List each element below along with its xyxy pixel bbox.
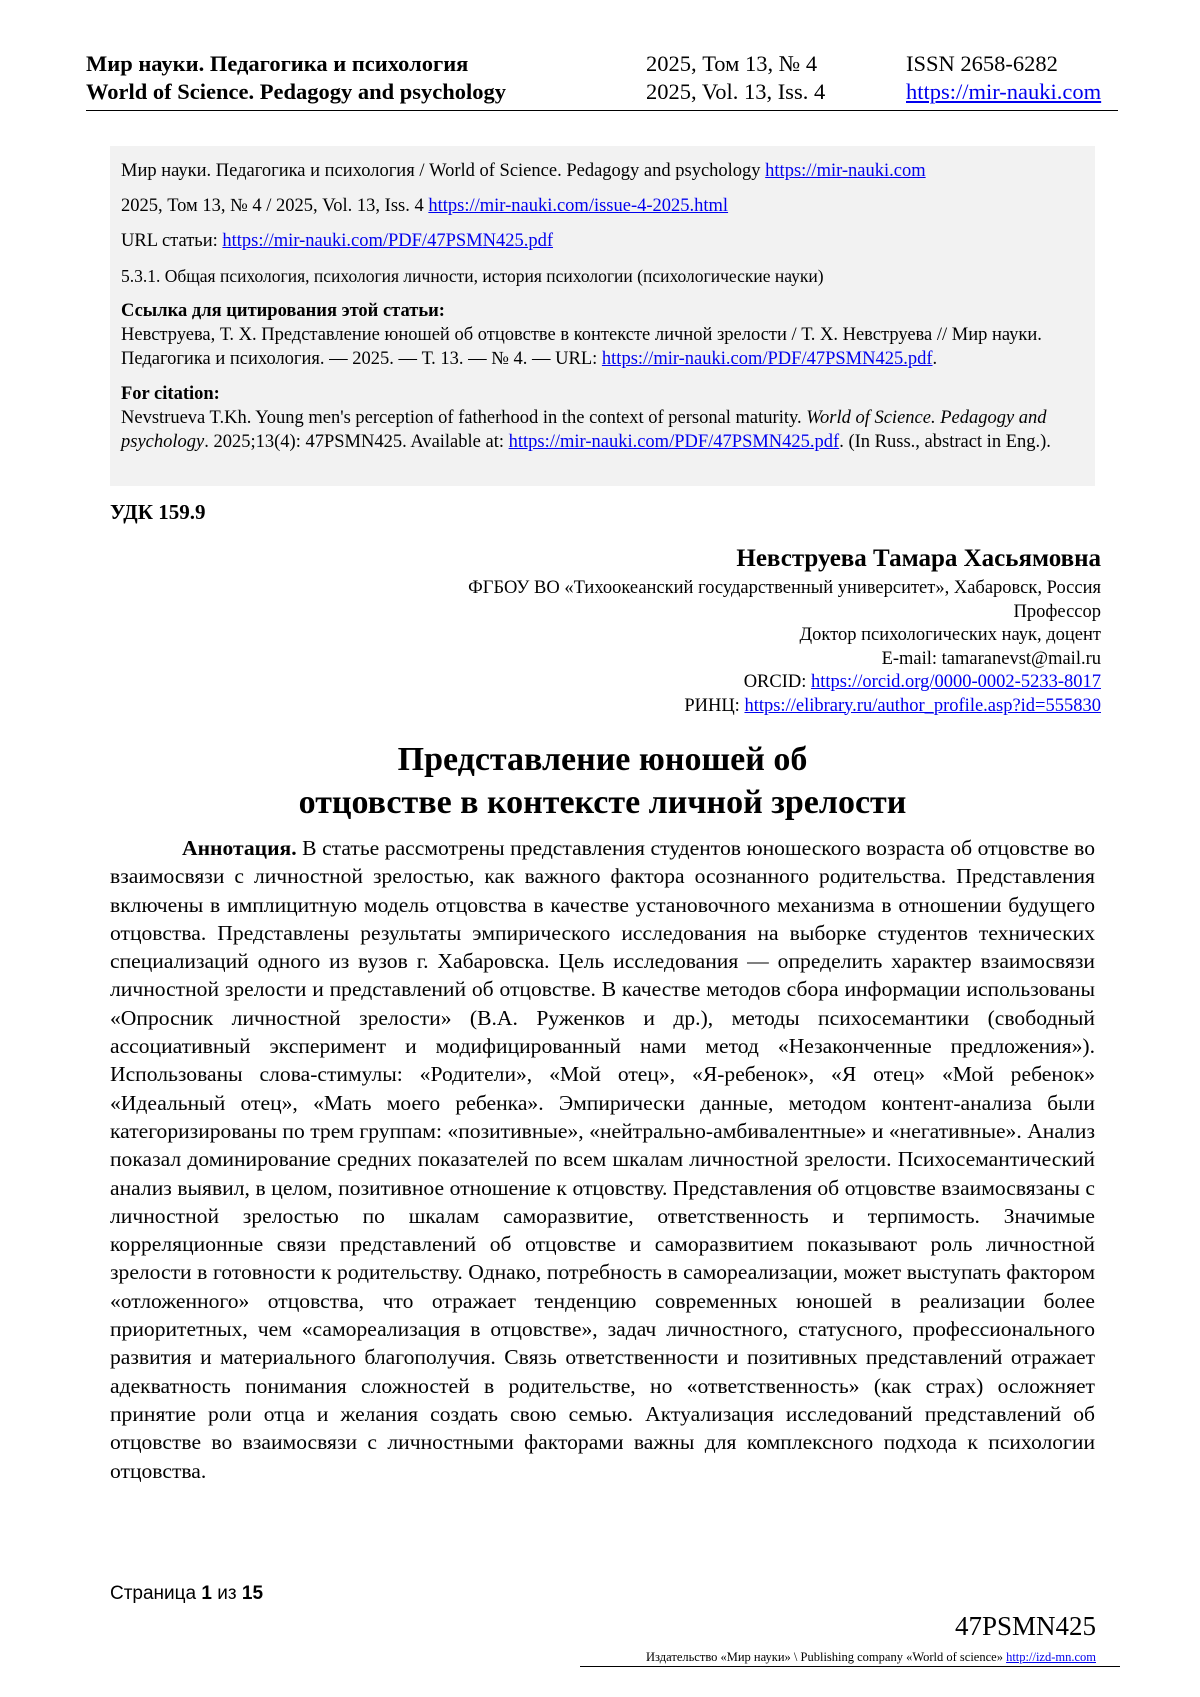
article-title-line2: отцовстве в контексте личной зрелости <box>298 784 907 821</box>
citebox-issue-line <box>121 194 1085 218</box>
citebox-cite-ru-text: Невструева, Т. Х. Представление юношей об отцовстве в контексте личной зрелости / Т. Х. Невструева // Мир науки. Педагогика и психология. — 2025. — Т. 13. — № 4. — URL: <box>121 325 1042 369</box>
citebox-issue-link[interactable]: https://mir-nauki.com/issue-4-2025.html <box>428 196 729 216</box>
header-issn-block <box>906 50 1101 106</box>
article-title <box>110 738 1095 824</box>
citebox-url-label: URL статьи: <box>121 231 223 251</box>
citebox-cite-ru-heading: Ссылка для цитирования этой статьи: <box>121 301 445 321</box>
citebox-journal-link[interactable]: https://mir-nauki.com <box>765 161 926 181</box>
citebox-specialty: 5.3.1. Общая психология, психология личности, история психологии (психологические науки) <box>121 266 824 286</box>
abstract <box>110 834 1095 1485</box>
abstract-text: В статье рассмотрены представления студентов юношеского возраста об отцовстве во взаимосвязи с личностной зрелостью, как важного фактора осознанного родительства. Представления включены в имплицитную модель отцовства в качестве установочного механизма в отношении будущего отцовства. Представлены результаты эмпирического исследования на выборке студентов технических специализаций одного из вузов г. Хабаровска. Цель исследования — определить характер взаимосвязи личностной зрелости и представлений об отцовстве. В качестве методов сбора информации использованы «Опросник личностной зрелости» (В.А. Руженков и др.), методы психосемантики (свободный ассоциативный эксперимент и модифицированный нами метод «Незаконченные предложения»). Использованы слова-стимулы: «Родители», «Мой отец», «Я-ребенок», «Я отец» «Мой ребенок» «Идеальный отец», «Мать моего ребенка». Эмпирически данные, методом контент-анализа были категоризированы по трем группам: «позитивные», «нейтрально-амбивалентные» и «негативные». Анализ показал доминирование средних показателей по всем шкалам личностной зрелости. Психосемантический анализ выявил, в целом, позитивное отношение к отцовству. Представления об отцовстве взаимосвязаны с личностной зрелостью по шкалам саморазвитие, ответственность и терпимость. Значимые корреляционные связи представлений об отцовстве и саморазвитием показывают роль личностной зрелости в готовности к родительству. Однако, потребность в самореализации, может выступать фактором «отложенного» отцовства, что отражает тенденцию современных юношей в реализации более приоритетных, чем «самореализация в отцовстве», задач личностного, статусного, профессионального развития и материального благополучия. Связь ответственности и позитивных представлений отражает адекватность понимания сложностей в родительстве, но «ответственность» (как страх) осложняет принятие роли отца и желания создать свою семью. Актуализация исследований представлений об отцовстве во взаимосвязи с личностными факторами важны для комплексного подхода к психологии отцовства. <box>110 836 1095 1483</box>
header-journal-en: World of Science. Pedagogy and psychology <box>86 79 507 104</box>
article-title-line1: Представление юношей об <box>397 741 808 778</box>
author-name: Невструева Тамара Хасьямовна <box>736 545 1101 572</box>
publisher-line <box>646 1650 1096 1665</box>
citebox-journal-line <box>121 159 1085 183</box>
running-header <box>86 50 1118 111</box>
author-block <box>468 541 1101 718</box>
citebox-cite-ru-link[interactable]: https://mir-nauki.com/PDF/47PSMN425.pdf <box>601 349 933 369</box>
citebox-cite-en-end: . (In Russ., abstract in Eng.). <box>839 432 1051 452</box>
citebox-cite-en-heading: For citation: <box>121 384 220 404</box>
header-issue-ru: 2025, Том 13, № 4 <box>646 51 818 76</box>
citebox-cite-en-journal: World of Science. Pedagogy and psychology <box>121 408 1047 452</box>
header-issue-en: 2025, Vol. 13, Iss. 4 <box>646 79 826 104</box>
author-email: E-mail: tamaranevst@mail.ru <box>881 648 1101 669</box>
header-journal <box>86 50 506 106</box>
citebox-cite-en-text: Nevstrueva T.Kh. Young men's perception of fatherhood in the context of personal maturity. <box>121 408 807 428</box>
publisher-text: Издательство «Мир науки» \ Publishing company «World of science» <box>646 1650 1007 1664</box>
author-orcid-link[interactable]: https://orcid.org/0000-0002-5233-8017 <box>811 672 1101 692</box>
publisher-link[interactable]: http://izd-mn.com <box>1006 1650 1096 1664</box>
citebox-cite-en-link[interactable]: https://mir-nauki.com/PDF/47PSMN425.pdf <box>508 432 840 452</box>
page-prefix: Страница <box>110 1583 202 1604</box>
citebox-journal-text: Мир науки. Педагогика и психология / World of Science. Pedagogy and psychology <box>121 161 766 181</box>
author-rinc <box>468 695 1101 719</box>
citebox-url-line <box>121 229 1085 253</box>
page-number <box>110 1583 263 1605</box>
citebox-article-link[interactable]: https://mir-nauki.com/PDF/47PSMN425.pdf <box>222 231 553 251</box>
author-affiliation: ФГБОУ ВО «Тихоокеанский государственный университет», Хабаровск, Россия <box>468 578 1101 598</box>
citebox-cite-en-text2: . 2025;13(4): 47PSMN425. Available at: <box>204 432 509 452</box>
author-orcid <box>468 671 1101 695</box>
author-rinc-link[interactable]: https://elibrary.ru/author_profile.asp?id=555830 <box>744 695 1101 716</box>
author-orcid-label: ORCID: <box>743 672 812 692</box>
citebox-cite-en <box>121 382 1085 454</box>
article-code: 47PSMN425 <box>954 1611 1096 1641</box>
header-issn: ISSN 2658-6282 <box>906 51 1058 76</box>
author-position: Профессор <box>1013 601 1101 622</box>
page-mid: из <box>211 1583 242 1604</box>
citebox-issue-text: 2025, Том 13, № 4 / 2025, Vol. 13, Iss. 4 <box>121 196 429 216</box>
footer-rule <box>580 1666 1120 1667</box>
page-total: 15 <box>241 1583 264 1604</box>
abstract-label: Аннотация. <box>182 836 297 860</box>
citebox-cite-ru <box>121 299 1085 371</box>
page-current: 1 <box>201 1583 212 1604</box>
udk-code: УДК 159.9 <box>110 500 206 524</box>
citebox-cite-ru-end: . <box>932 349 938 369</box>
header-journal-ru: Мир науки. Педагогика и психология <box>86 51 469 76</box>
citation-box <box>110 146 1095 486</box>
header-issue <box>646 50 825 106</box>
author-degree: Доктор психологических наук, доцент <box>799 625 1101 645</box>
header-site-link[interactable]: https://mir-nauki.com <box>906 79 1102 104</box>
author-rinc-label: РИНЦ: <box>684 695 745 716</box>
